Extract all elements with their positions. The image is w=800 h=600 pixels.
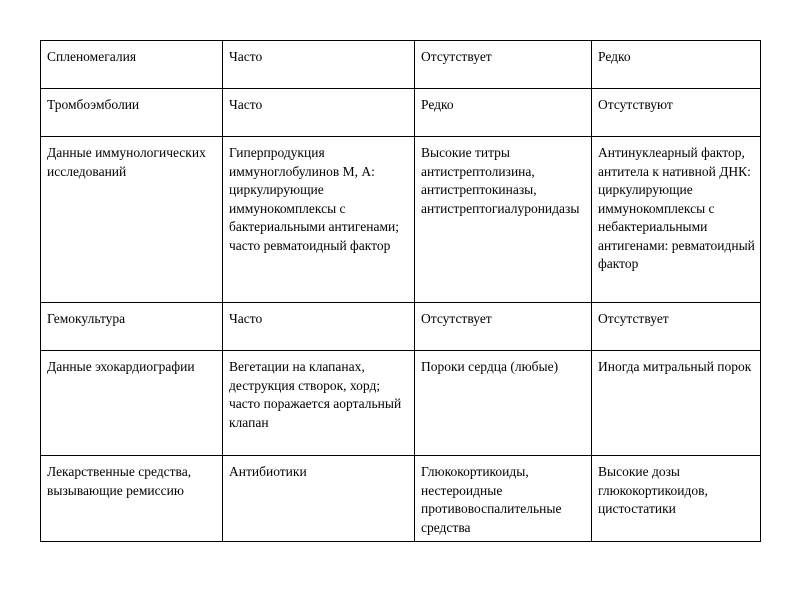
table-cell: Гиперпродукция иммуноглобулинов М, А: циркулирующие иммунокомплексы с бактериальными антигенами; часто ревматоидный фактор	[223, 137, 415, 303]
table-cell: Редко	[592, 41, 761, 89]
table-cell: Тромбоэмболии	[41, 89, 223, 137]
table-cell: Данные эхокардиографии	[41, 351, 223, 456]
table-row-splenomegaly	[41, 41, 761, 89]
table-cell: Отсутствует	[592, 303, 761, 351]
table-cell: Высокие титры антистрептолизина, антистрептокиназы, антистрептогиалуронидазы	[415, 137, 592, 303]
table-cell: Высокие дозы глюкокортикоидов, цистостатики	[592, 456, 761, 542]
table-row-remission-drugs	[41, 456, 761, 542]
table-cell: Спленомегалия	[41, 41, 223, 89]
table-row-echocardiography	[41, 351, 761, 456]
table-cell: Антинуклеарный фактор, антитела к нативной ДНК: циркулирующие иммунокомплексы с небактериальными антигенами: ревматоидный фактор	[592, 137, 761, 303]
table-cell: Вегетации на клапанах, деструкция створок, хорд; часто поражается аортальный клапан	[223, 351, 415, 456]
table-cell: Данные иммунологических исследований	[41, 137, 223, 303]
table-cell: Часто	[223, 89, 415, 137]
table-cell: Иногда митральный порок	[592, 351, 761, 456]
table-cell: Гемокультура	[41, 303, 223, 351]
table-cell: Отсутствует	[415, 41, 592, 89]
table-cell: Часто	[223, 303, 415, 351]
table-row-thromboembolism	[41, 89, 761, 137]
comparison-table	[40, 40, 761, 542]
table-row-blood-culture	[41, 303, 761, 351]
table-cell: Антибиотики	[223, 456, 415, 542]
table-row-immunology	[41, 137, 761, 303]
table-cell: Часто	[223, 41, 415, 89]
table-cell: Отсутствует	[415, 303, 592, 351]
table-cell: Пороки сердца (любые)	[415, 351, 592, 456]
table-cell: Редко	[415, 89, 592, 137]
table-cell: Отсутствуют	[592, 89, 761, 137]
table-cell: Глюкокортикоиды, нестероидные противовоспалительные средства	[415, 456, 592, 542]
table-cell: Лекарственные средства, вызывающие ремиссию	[41, 456, 223, 542]
